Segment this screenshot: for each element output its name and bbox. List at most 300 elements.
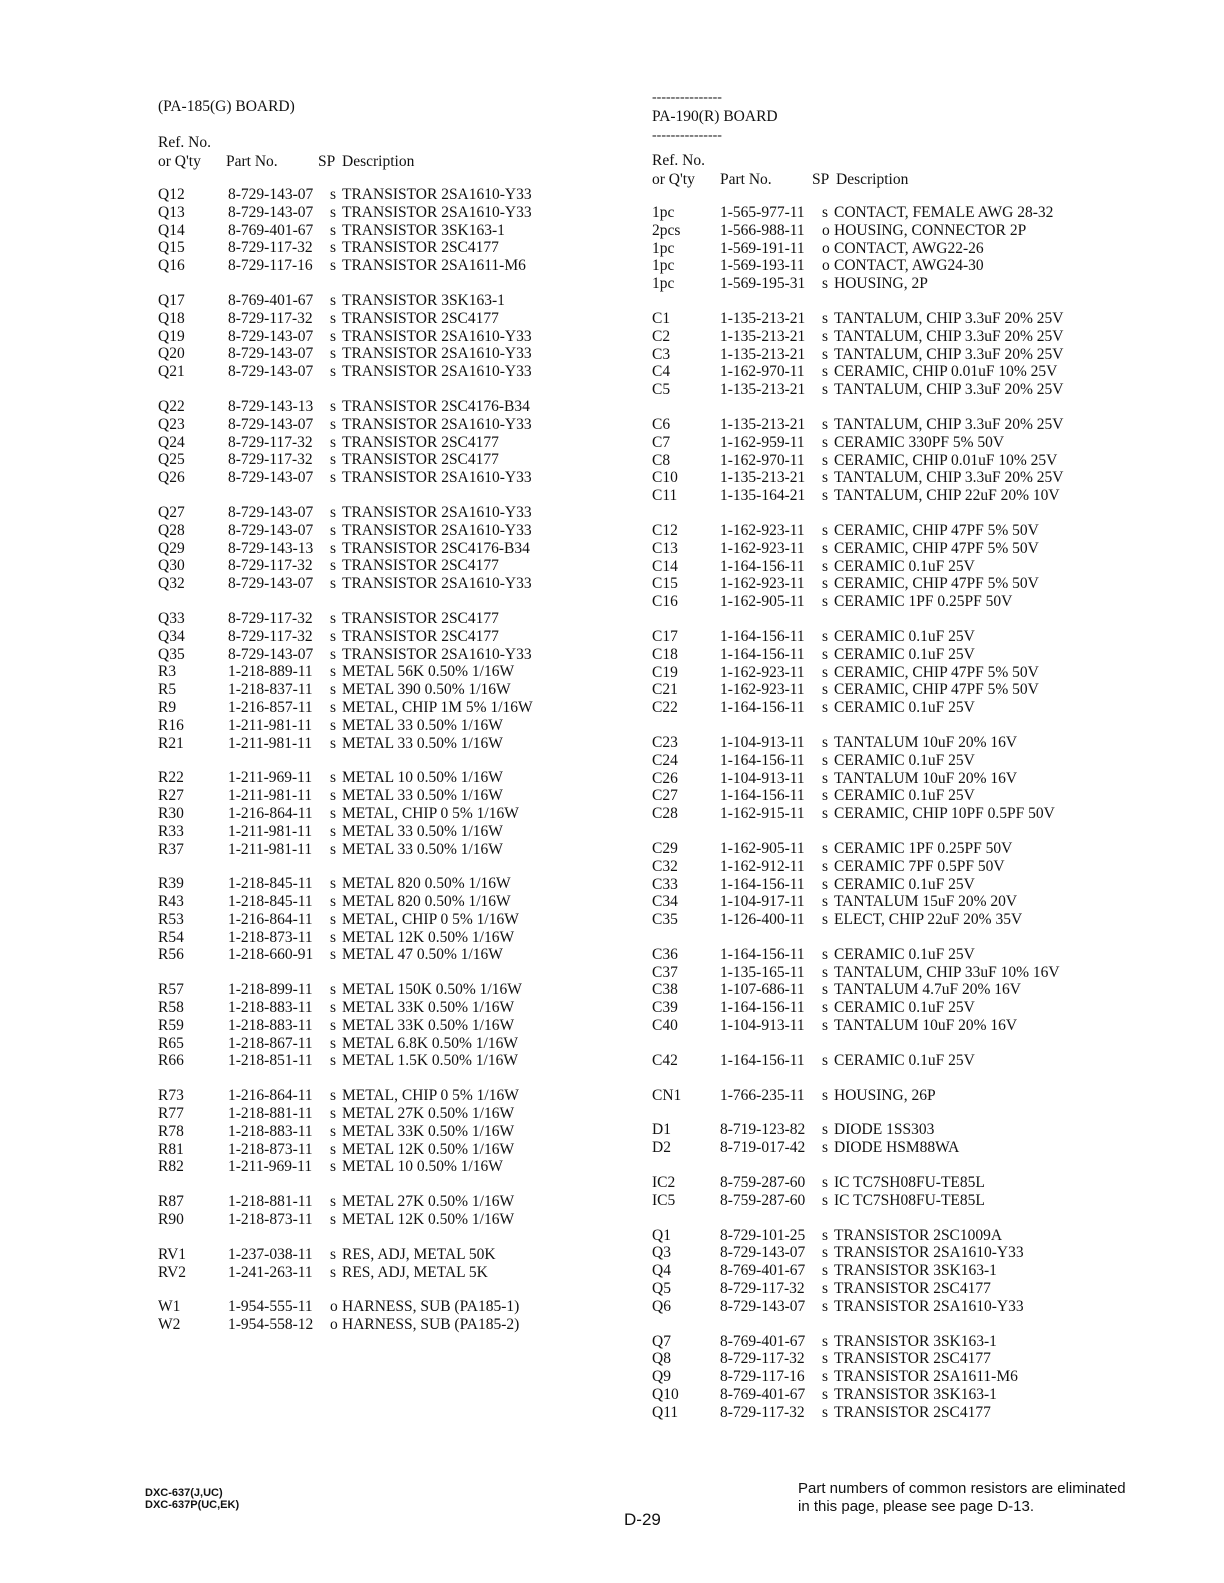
- parts-row: [158, 805, 598, 823]
- ref-no: C15: [652, 575, 678, 593]
- part-no: 8-729-143-13: [228, 539, 314, 557]
- model-number-1: DXC-637(J,UC): [145, 1487, 223, 1499]
- parts-row: [158, 769, 598, 787]
- description: METAL 12K 0.50% 1/16W: [342, 1140, 515, 1158]
- parts-group: [652, 1087, 1172, 1105]
- parts-row: [158, 628, 598, 646]
- part-no: 1-211-981-11: [228, 840, 313, 858]
- part-no: 1-218-873-11: [228, 1211, 313, 1229]
- ref-no: C19: [652, 663, 678, 681]
- ref-no: C6: [652, 415, 671, 433]
- sp-code: s: [822, 1403, 829, 1421]
- right-parts-column: [652, 90, 1172, 1422]
- sp-code: s: [822, 487, 829, 505]
- sp-code: s: [822, 839, 829, 857]
- ref-no: Q19: [158, 327, 185, 345]
- description: METAL 820 0.50% 1/16W: [342, 893, 511, 911]
- parts-group: [158, 292, 598, 381]
- description: METAL, CHIP 0 5% 1/16W: [342, 804, 519, 822]
- ref-no: Q24: [158, 433, 185, 451]
- parts-row: [158, 575, 598, 593]
- ref-no: R22: [158, 769, 184, 787]
- part-no: 8-769-401-67: [720, 1332, 806, 1350]
- ref-no: C18: [652, 645, 678, 663]
- sp-code: s: [330, 309, 337, 327]
- sp-code: s: [330, 397, 337, 415]
- parts-row: [158, 1193, 598, 1211]
- part-no: 1-218-837-11: [228, 681, 313, 699]
- parts-row: [652, 328, 1172, 346]
- sp-code: s: [330, 1016, 337, 1034]
- part-no: 1-164-156-11: [720, 787, 805, 805]
- sp-code: s: [822, 1332, 829, 1350]
- parts-row: [652, 1087, 1172, 1105]
- description: RES, ADJ, METAL 50K: [342, 1245, 496, 1263]
- parts-group: [652, 204, 1172, 293]
- part-no: 1-135-213-21: [720, 381, 806, 399]
- part-no: 8-729-143-07: [228, 345, 314, 363]
- parts-row: [158, 222, 598, 240]
- sp-code: s: [822, 751, 829, 769]
- sp-code: s: [330, 433, 337, 451]
- sp-code: s: [822, 1086, 829, 1104]
- sp-code: s: [330, 681, 337, 699]
- part-no: 1-569-195-31: [720, 275, 806, 293]
- ref-no: R73: [158, 1087, 184, 1105]
- part-no: 1-211-981-11: [228, 716, 313, 734]
- sp-code: s: [822, 1174, 829, 1192]
- description: CERAMIC 0.1uF 25V: [834, 999, 975, 1017]
- ref-no: C34: [652, 893, 678, 911]
- part-no: 8-769-401-67: [720, 1386, 806, 1404]
- ref-no: Q34: [158, 627, 185, 645]
- ref-no: R59: [158, 1016, 184, 1034]
- parts-row: [158, 929, 598, 947]
- part-no: 1-162-970-11: [720, 363, 805, 381]
- description: TRANSISTOR 2SC4177: [342, 451, 499, 469]
- description: METAL 33 0.50% 1/16W: [342, 787, 503, 805]
- description: CERAMIC 0.1uF 25V: [834, 751, 975, 769]
- parts-row: [652, 416, 1172, 434]
- sp-code: s: [330, 627, 337, 645]
- description: METAL 1.5K 0.50% 1/16W: [342, 1052, 518, 1070]
- part-no: 8-769-401-67: [228, 291, 314, 309]
- sp-code: o: [822, 221, 830, 239]
- ref-no: IC2: [652, 1174, 676, 1192]
- right-parts-list: [652, 204, 1172, 1422]
- parts-row: [158, 451, 598, 469]
- ref-no: C11: [652, 487, 678, 505]
- part-no: 8-729-117-32: [228, 609, 313, 627]
- parts-row: [652, 1298, 1172, 1316]
- part-no: 8-729-143-07: [228, 575, 314, 593]
- sp-code: s: [330, 469, 337, 487]
- description: CERAMIC 0.1uF 25V: [834, 875, 975, 893]
- parts-group: [652, 1227, 1172, 1316]
- description: TRANSISTOR 2SC4177: [342, 433, 499, 451]
- parts-row: [158, 540, 598, 558]
- part-no: 1-216-864-11: [228, 804, 313, 822]
- sp-code: s: [822, 363, 829, 381]
- ref-no: Q32: [158, 575, 185, 593]
- sp-code: s: [330, 1140, 337, 1158]
- description: CONTACT, AWG22-26: [834, 239, 984, 257]
- sp-code: s: [330, 1263, 337, 1281]
- ref-no: 1pc: [652, 275, 675, 293]
- part-no: 1-104-913-11: [720, 1017, 805, 1035]
- parts-group: [652, 1174, 1172, 1210]
- description: TRANSISTOR 3SK163-1: [342, 221, 505, 239]
- parts-row: [158, 239, 598, 257]
- sp-code: s: [330, 557, 337, 575]
- header-ref-no: Ref. No.: [652, 152, 705, 169]
- part-no: 1-104-913-11: [720, 769, 805, 787]
- description: TRANSISTOR 2SA1610-Y33: [342, 186, 532, 203]
- parts-group: [158, 875, 598, 964]
- description: CERAMIC 1PF 0.25PF 50V: [834, 593, 1013, 611]
- description: METAL, CHIP 0 5% 1/16W: [342, 910, 519, 928]
- description: METAL 33K 0.50% 1/16W: [342, 1016, 515, 1034]
- ref-no: R5: [158, 681, 177, 699]
- ref-no: C29: [652, 839, 678, 857]
- parts-row: [158, 1141, 598, 1159]
- parts-row: [652, 734, 1172, 752]
- part-no: 8-729-143-07: [228, 186, 314, 203]
- description: TRANSISTOR 2SA1610-Y33: [834, 1244, 1024, 1262]
- ref-no: R78: [158, 1122, 184, 1140]
- ref-no: C27: [652, 787, 678, 805]
- parts-row: [652, 257, 1172, 275]
- sp-code: s: [330, 345, 337, 363]
- footer-note: [798, 1480, 1158, 1516]
- part-no: 1-162-923-11: [720, 521, 805, 539]
- sp-code: s: [822, 981, 829, 999]
- part-no: 1-218-881-11: [228, 1193, 313, 1211]
- part-no: 1-164-156-11: [720, 945, 805, 963]
- parts-row: [652, 1192, 1172, 1210]
- sp-code: s: [330, 999, 337, 1017]
- part-no: 1-135-213-21: [720, 309, 806, 327]
- header-sp: SP: [318, 153, 336, 170]
- ref-no: R9: [158, 698, 177, 716]
- description: TRANSISTOR 2SC4177: [342, 609, 499, 627]
- header-qty: or Q'ty: [652, 171, 695, 188]
- description: TRANSISTOR 2SC4177: [834, 1403, 991, 1421]
- sp-code: s: [822, 1368, 829, 1386]
- description: METAL, CHIP 0 5% 1/16W: [342, 1087, 519, 1105]
- ref-no: Q1: [652, 1226, 671, 1244]
- sp-code: s: [330, 327, 337, 345]
- sp-code: s: [330, 1087, 337, 1105]
- parts-row: [652, 1052, 1172, 1070]
- description: TANTALUM, CHIP 3.3uF 20% 25V: [834, 309, 1064, 327]
- sp-code: s: [330, 203, 337, 221]
- parts-row: [652, 1262, 1172, 1280]
- parts-row: [652, 787, 1172, 805]
- ref-no: R58: [158, 999, 184, 1017]
- part-no: 8-719-017-42: [720, 1139, 806, 1157]
- sp-code: s: [822, 204, 829, 221]
- parts-row: [652, 434, 1172, 452]
- ref-no: Q23: [158, 415, 185, 433]
- ref-no: C36: [652, 945, 678, 963]
- part-no: 1-241-263-11: [228, 1263, 313, 1281]
- parts-row: [158, 310, 598, 328]
- parts-row: [158, 893, 598, 911]
- parts-row: [158, 1035, 598, 1053]
- ref-no: C35: [652, 911, 678, 929]
- ref-no: C39: [652, 999, 678, 1017]
- parts-row: [652, 575, 1172, 593]
- description: TRANSISTOR 2SC4177: [834, 1280, 991, 1298]
- column-header: [652, 170, 1172, 190]
- description: TANTALUM, CHIP 33uF 10% 16V: [834, 963, 1060, 981]
- ref-no: C21: [652, 681, 678, 699]
- parts-group: [158, 186, 598, 275]
- description: CERAMIC, CHIP 0.01uF 10% 25V: [834, 363, 1058, 381]
- parts-group: [652, 840, 1172, 929]
- parts-row: [652, 858, 1172, 876]
- part-no: 1-211-981-11: [228, 822, 313, 840]
- description: TRANSISTOR 2SC4177: [342, 557, 499, 575]
- part-no: 1-164-156-11: [720, 557, 805, 575]
- sp-code: o: [822, 257, 830, 275]
- part-no: 1-164-156-11: [720, 627, 805, 645]
- sp-code: s: [330, 521, 337, 539]
- sp-code: s: [330, 291, 337, 309]
- description: TRANSISTOR 2SA1610-Y33: [834, 1297, 1024, 1315]
- part-no: 1-164-156-11: [720, 645, 805, 663]
- sp-code: s: [822, 1350, 829, 1368]
- ref-no: R39: [158, 875, 184, 893]
- parts-row: [652, 558, 1172, 576]
- description: TANTALUM, CHIP 3.3uF 20% 25V: [834, 469, 1064, 487]
- parts-row: [652, 452, 1172, 470]
- title-rule-top: ---------------: [652, 90, 722, 105]
- description: HOUSING, 26P: [834, 1086, 936, 1104]
- ref-no: R37: [158, 840, 184, 858]
- parts-row: [652, 752, 1172, 770]
- part-no: 1-104-913-11: [720, 733, 805, 751]
- parts-row: [158, 699, 598, 717]
- parts-group: [652, 310, 1172, 399]
- description: METAL 12K 0.50% 1/16W: [342, 1211, 515, 1229]
- part-no: 8-769-401-67: [228, 221, 314, 239]
- header-description: Description: [836, 171, 909, 188]
- sp-code: s: [822, 645, 829, 663]
- sp-code: s: [330, 575, 337, 593]
- ref-no: RV2: [158, 1263, 187, 1281]
- parts-row: [158, 875, 598, 893]
- part-no: 1-162-970-11: [720, 451, 805, 469]
- description: TANTALUM, CHIP 3.3uF 20% 25V: [834, 381, 1064, 399]
- ref-no: R16: [158, 716, 184, 734]
- sp-code: s: [330, 910, 337, 928]
- footer-note-line-1: Part numbers of common resistors are eliminated: [798, 1480, 1126, 1497]
- sp-code: o: [330, 1316, 338, 1334]
- parts-group: [652, 734, 1172, 823]
- parts-row: [158, 1052, 598, 1070]
- ref-no: C26: [652, 769, 678, 787]
- sp-code: s: [822, 1121, 829, 1139]
- part-no: 8-729-117-32: [228, 627, 313, 645]
- part-no: 8-759-287-60: [720, 1191, 806, 1209]
- sp-code: s: [822, 681, 829, 699]
- ref-no: Q15: [158, 239, 185, 257]
- part-no: 8-729-143-13: [228, 397, 314, 415]
- sp-code: s: [822, 1226, 829, 1244]
- ref-no: Q7: [652, 1332, 671, 1350]
- parts-row: [652, 805, 1172, 823]
- sp-code: s: [822, 345, 829, 363]
- parts-row: [652, 981, 1172, 999]
- description: TRANSISTOR 2SA1610-Y33: [342, 521, 532, 539]
- description: METAL 150K 0.50% 1/16W: [342, 981, 522, 999]
- part-no: 8-759-287-60: [720, 1174, 806, 1192]
- part-no: 1-164-156-11: [720, 751, 805, 769]
- parts-row: [158, 292, 598, 310]
- description: METAL 27K 0.50% 1/16W: [342, 1105, 515, 1123]
- description: METAL 10 0.50% 1/16W: [342, 1158, 503, 1176]
- description: HARNESS, SUB (PA185-1): [342, 1298, 520, 1316]
- ref-no: C7: [652, 433, 671, 451]
- ref-no: 2pcs: [652, 221, 681, 239]
- sp-code: s: [330, 451, 337, 469]
- description: METAL 6.8K 0.50% 1/16W: [342, 1034, 518, 1052]
- parts-group: [158, 1193, 598, 1229]
- ref-no: R21: [158, 734, 184, 752]
- parts-row: [652, 964, 1172, 982]
- ref-no: Q5: [652, 1280, 671, 1298]
- part-no: 8-729-143-07: [228, 469, 314, 487]
- part-no: 8-729-143-07: [228, 503, 314, 521]
- description: METAL, CHIP 1M 5% 1/16W: [342, 698, 533, 716]
- parts-row: [652, 1121, 1172, 1139]
- parts-row: [652, 593, 1172, 611]
- left-parts-list: [158, 186, 598, 1334]
- parts-row: [652, 1017, 1172, 1035]
- ref-no: Q29: [158, 539, 185, 557]
- parts-row: [652, 240, 1172, 258]
- description: METAL 27K 0.50% 1/16W: [342, 1193, 515, 1211]
- description: CERAMIC 0.1uF 25V: [834, 945, 975, 963]
- description: METAL 33 0.50% 1/16W: [342, 716, 503, 734]
- part-no: 1-218-899-11: [228, 981, 313, 999]
- sp-code: s: [330, 804, 337, 822]
- ref-no: Q9: [652, 1368, 671, 1386]
- ref-no: D1: [652, 1121, 671, 1139]
- ref-no: R87: [158, 1193, 184, 1211]
- description: TANTALUM, CHIP 3.3uF 20% 25V: [834, 327, 1064, 345]
- header-part-no: Part No.: [226, 153, 278, 170]
- parts-row: [158, 610, 598, 628]
- sp-code: s: [822, 733, 829, 751]
- model-number-2: DXC-637P(UC,EK): [145, 1499, 240, 1511]
- column-header: [158, 152, 598, 172]
- ref-no: Q10: [652, 1386, 679, 1404]
- sp-code: s: [822, 381, 829, 399]
- part-no: 1-162-923-11: [720, 539, 805, 557]
- part-no: 1-211-969-11: [228, 769, 313, 787]
- part-no: 1-162-923-11: [720, 663, 805, 681]
- sp-code: s: [822, 539, 829, 557]
- ref-no: C16: [652, 593, 678, 611]
- part-no: 8-729-143-07: [228, 415, 314, 433]
- sp-code: s: [822, 699, 829, 717]
- parts-row: [158, 1017, 598, 1035]
- header-part-no: Part No.: [720, 171, 772, 188]
- description: TRANSISTOR 2SA1611-M6: [342, 257, 526, 275]
- ref-no: R33: [158, 822, 184, 840]
- sp-code: s: [330, 1034, 337, 1052]
- part-no: 1-135-213-21: [720, 469, 806, 487]
- ref-no: D2: [652, 1139, 671, 1157]
- sp-code: s: [330, 1193, 337, 1211]
- header-sp: SP: [812, 171, 830, 188]
- sp-code: s: [330, 840, 337, 858]
- parts-row: [652, 381, 1172, 399]
- description: CERAMIC, CHIP 47PF 5% 50V: [834, 663, 1039, 681]
- sp-code: s: [330, 539, 337, 557]
- parts-row: [158, 257, 598, 275]
- description: METAL 33 0.50% 1/16W: [342, 840, 503, 858]
- ref-no: C28: [652, 805, 678, 823]
- parts-row: [652, 222, 1172, 240]
- parts-group: [158, 981, 598, 1070]
- description: TRANSISTOR 2SA1610-Y33: [342, 415, 532, 433]
- sp-code: s: [822, 309, 829, 327]
- part-no: 1-218-883-11: [228, 1122, 313, 1140]
- description: TRANSISTOR 2SC4177: [834, 1350, 991, 1368]
- ref-no: C2: [652, 327, 671, 345]
- description: CERAMIC, CHIP 47PF 5% 50V: [834, 539, 1039, 557]
- sp-code: s: [330, 875, 337, 893]
- part-no: 8-729-143-07: [228, 203, 314, 221]
- ref-no: C42: [652, 1051, 678, 1069]
- parts-row: [158, 204, 598, 222]
- part-no: 1-218-845-11: [228, 875, 313, 893]
- sp-code: s: [330, 946, 337, 964]
- ref-no: Q26: [158, 469, 185, 487]
- parts-row: [158, 398, 598, 416]
- description: TANTALUM, CHIP 3.3uF 20% 25V: [834, 345, 1064, 363]
- ref-no: Q3: [652, 1244, 671, 1262]
- part-no: 1-162-915-11: [720, 805, 805, 823]
- parts-row: [158, 663, 598, 681]
- description: TRANSISTOR 2SC4176-B34: [342, 539, 530, 557]
- parts-row: [158, 557, 598, 575]
- part-no: 1-135-165-11: [720, 963, 805, 981]
- board-title-right: PA-190(R) BOARD: [652, 108, 778, 125]
- sp-code: s: [822, 1017, 829, 1035]
- description: TRANSISTOR 2SC4176-B34: [342, 397, 530, 415]
- part-no: 1-218-883-11: [228, 999, 313, 1017]
- ref-no: Q18: [158, 309, 185, 327]
- ref-no: RV1: [158, 1245, 187, 1263]
- ref-no: R90: [158, 1211, 184, 1229]
- part-no: 8-729-117-32: [228, 557, 313, 575]
- description: CERAMIC, CHIP 47PF 5% 50V: [834, 521, 1039, 539]
- parts-row: [652, 469, 1172, 487]
- header-description: Description: [342, 153, 415, 170]
- part-no: 1-218-883-11: [228, 1016, 313, 1034]
- description: TANTALUM, CHIP 22uF 20% 10V: [834, 487, 1060, 505]
- ref-no: C33: [652, 875, 678, 893]
- part-no: 1-211-981-11: [228, 734, 313, 752]
- ref-no: R57: [158, 981, 184, 999]
- parts-row: [652, 1350, 1172, 1368]
- parts-row: [652, 204, 1172, 222]
